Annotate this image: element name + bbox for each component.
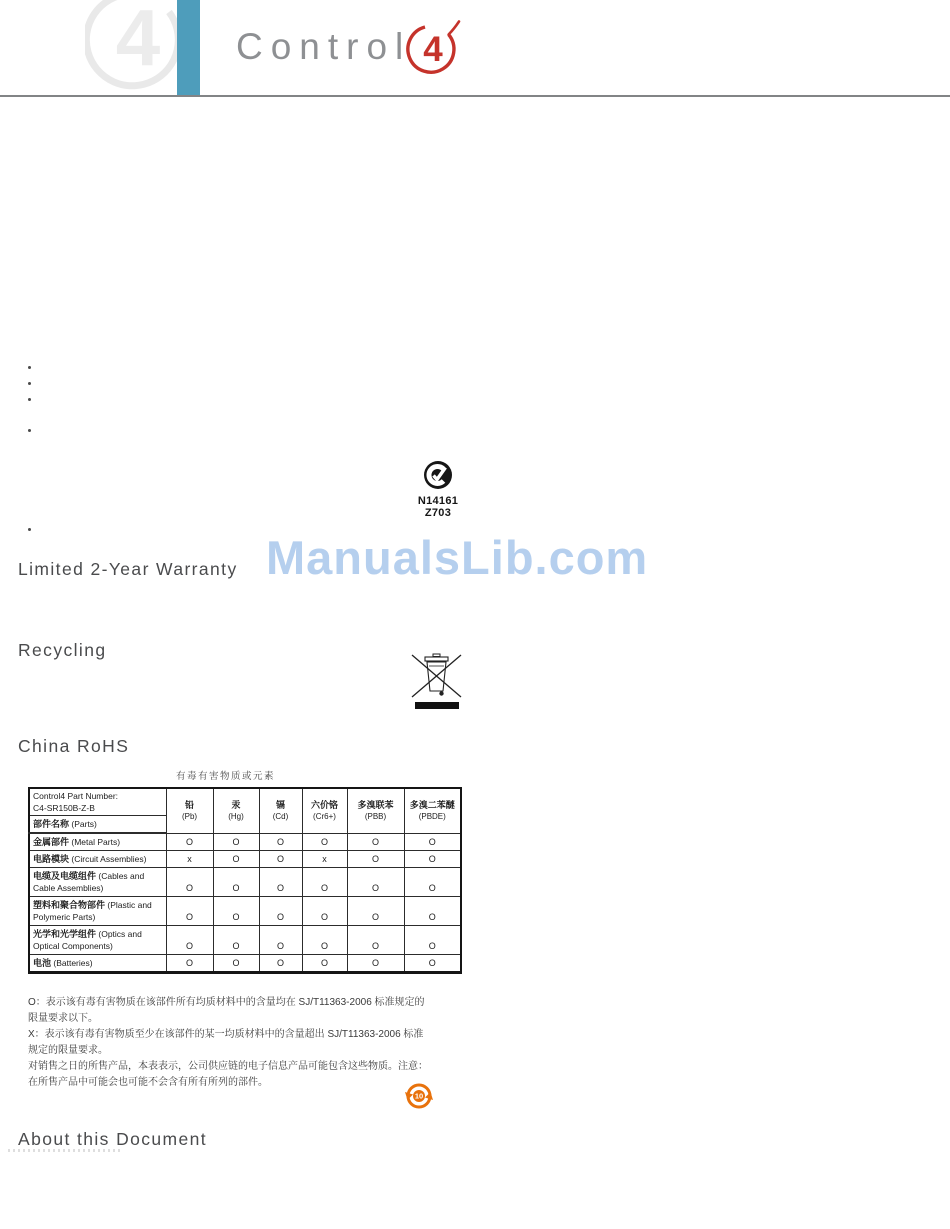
part-number-cell: Control4 Part Number: C4-SR150B-Z-B bbox=[29, 788, 166, 816]
part-label-cell: 光学和光学组件 (Optics and Optical Components) bbox=[29, 926, 166, 955]
brand-wordmark: Control bbox=[236, 26, 412, 67]
substance-value-cell: O bbox=[213, 868, 259, 897]
table-row bbox=[29, 926, 461, 955]
substance-value-cell: O bbox=[213, 897, 259, 926]
substance-value-cell: O bbox=[166, 955, 213, 973]
rohs-table-title: 有毒有害物质或元素 bbox=[176, 771, 276, 782]
part-label-cell: 电路模块 (Circuit Assemblies) bbox=[29, 851, 166, 868]
substance-value-cell: O bbox=[404, 851, 461, 868]
svg-text:10: 10 bbox=[414, 1091, 424, 1101]
substance-value-cell: O bbox=[166, 897, 213, 926]
certification-number: N14161 bbox=[417, 495, 459, 507]
substance-value-cell: O bbox=[259, 897, 302, 926]
list-bullet bbox=[28, 429, 31, 432]
substance-value-cell: O bbox=[302, 833, 347, 851]
substance-value-cell: O bbox=[213, 955, 259, 973]
table-row bbox=[29, 897, 461, 926]
substance-value-cell: O bbox=[166, 926, 213, 955]
substance-value-cell: O bbox=[404, 833, 461, 851]
about-heading: About this Document bbox=[18, 1129, 208, 1149]
rohs-note-sale: 对销售之日的所售产品，本表表示，公司供应链的电子信息产品可能包含这些物质。注意：在所售产品中可能会也可能不会含有所有所列的部件。 bbox=[28, 1061, 428, 1088]
efup-10-year-icon bbox=[405, 1082, 433, 1110]
substance-value-cell: O bbox=[166, 833, 213, 851]
substance-value-cell: x bbox=[166, 851, 213, 868]
c-tick-certification bbox=[408, 460, 468, 519]
substance-value-cell: O bbox=[404, 868, 461, 897]
substance-value-cell: O bbox=[404, 926, 461, 955]
rohs-note-x: X：表示该有毒有害物质至少在该部件的某一均质材料中的含量超出 SJ/T11363-2006 标准规定的限量要求。 bbox=[28, 1029, 424, 1056]
substance-value-cell: O bbox=[347, 833, 404, 851]
china-rohs-heading: China RoHS bbox=[18, 736, 130, 756]
substance-value-cell: O bbox=[404, 897, 461, 926]
substance-header-cell: 多溴二苯醚 (PBDE) bbox=[404, 788, 461, 833]
part-label-cell: 金属部件 (Metal Parts) bbox=[29, 833, 166, 851]
warranty-heading: Limited 2-Year Warranty bbox=[18, 559, 238, 579]
substance-header-cell: 多溴联苯 (PBB) bbox=[347, 788, 404, 833]
table-row bbox=[29, 868, 461, 897]
substance-value-cell: O bbox=[259, 868, 302, 897]
faint-scan-artifact bbox=[8, 1149, 120, 1152]
c-tick-mark-icon bbox=[423, 460, 453, 490]
substance-value-cell: O bbox=[302, 955, 347, 973]
part-label-cell: 电缆及电缆组件 (Cables and Cable Assemblies) bbox=[29, 868, 166, 897]
svg-text:4: 4 bbox=[423, 30, 443, 69]
list-bullet bbox=[28, 382, 31, 385]
substance-header-cell: 六价铬 (Cr6+) bbox=[302, 788, 347, 833]
weee-crossed-bin-icon bbox=[408, 650, 464, 710]
manualslib-watermark: ManualsLib.com bbox=[266, 531, 649, 584]
substance-value-cell: O bbox=[213, 926, 259, 955]
rohs-substance-table bbox=[28, 787, 462, 974]
substance-value-cell: O bbox=[347, 955, 404, 973]
substance-header-cell: 铅 (Pb) bbox=[166, 788, 213, 833]
part-label-cell: 电池 (Batteries) bbox=[29, 955, 166, 973]
substance-header-cell: 汞 (Hg) bbox=[213, 788, 259, 833]
substance-value-cell: O bbox=[347, 897, 404, 926]
rohs-note-o: O：表示该有毒有害物质在该部件所有均质材料中的含量均在 SJ/T11363-2006 标准规定的限量要求以下。 bbox=[28, 997, 425, 1024]
rohs-notes bbox=[28, 995, 428, 1091]
substance-value-cell: O bbox=[347, 868, 404, 897]
control4-watermark-logo-icon bbox=[85, 0, 185, 90]
substance-value-cell: O bbox=[259, 926, 302, 955]
substance-value-cell: O bbox=[404, 955, 461, 973]
list-bullet bbox=[28, 366, 31, 369]
substance-value-cell: x bbox=[302, 851, 347, 868]
parts-header-cell: 部件名称 (Parts) bbox=[29, 816, 166, 834]
substance-value-cell: O bbox=[259, 851, 302, 868]
table-row bbox=[29, 955, 461, 973]
certification-code: Z703 bbox=[424, 507, 452, 519]
recycling-heading: Recycling bbox=[18, 640, 107, 660]
substance-value-cell: O bbox=[213, 851, 259, 868]
substance-value-cell: O bbox=[166, 868, 213, 897]
substance-value-cell: O bbox=[213, 833, 259, 851]
svg-text:4: 4 bbox=[115, 0, 161, 82]
substance-value-cell: O bbox=[302, 897, 347, 926]
list-bullet bbox=[28, 398, 31, 401]
part-label-cell: 塑料和聚合物部件 (Plastic and Polymeric Parts) bbox=[29, 897, 166, 926]
list-bullet bbox=[28, 528, 31, 531]
substance-value-cell: O bbox=[302, 868, 347, 897]
table-row bbox=[29, 833, 461, 851]
substance-value-cell: O bbox=[347, 926, 404, 955]
table-row bbox=[29, 851, 461, 868]
teal-accent-bar bbox=[177, 0, 200, 95]
substance-value-cell: O bbox=[259, 833, 302, 851]
substance-value-cell: O bbox=[259, 955, 302, 973]
substance-value-cell: O bbox=[347, 851, 404, 868]
substance-value-cell: O bbox=[302, 926, 347, 955]
page-header bbox=[0, 0, 950, 97]
control4-logo-icon bbox=[402, 18, 464, 82]
substance-header-cell: 镉 (Cd) bbox=[259, 788, 302, 833]
